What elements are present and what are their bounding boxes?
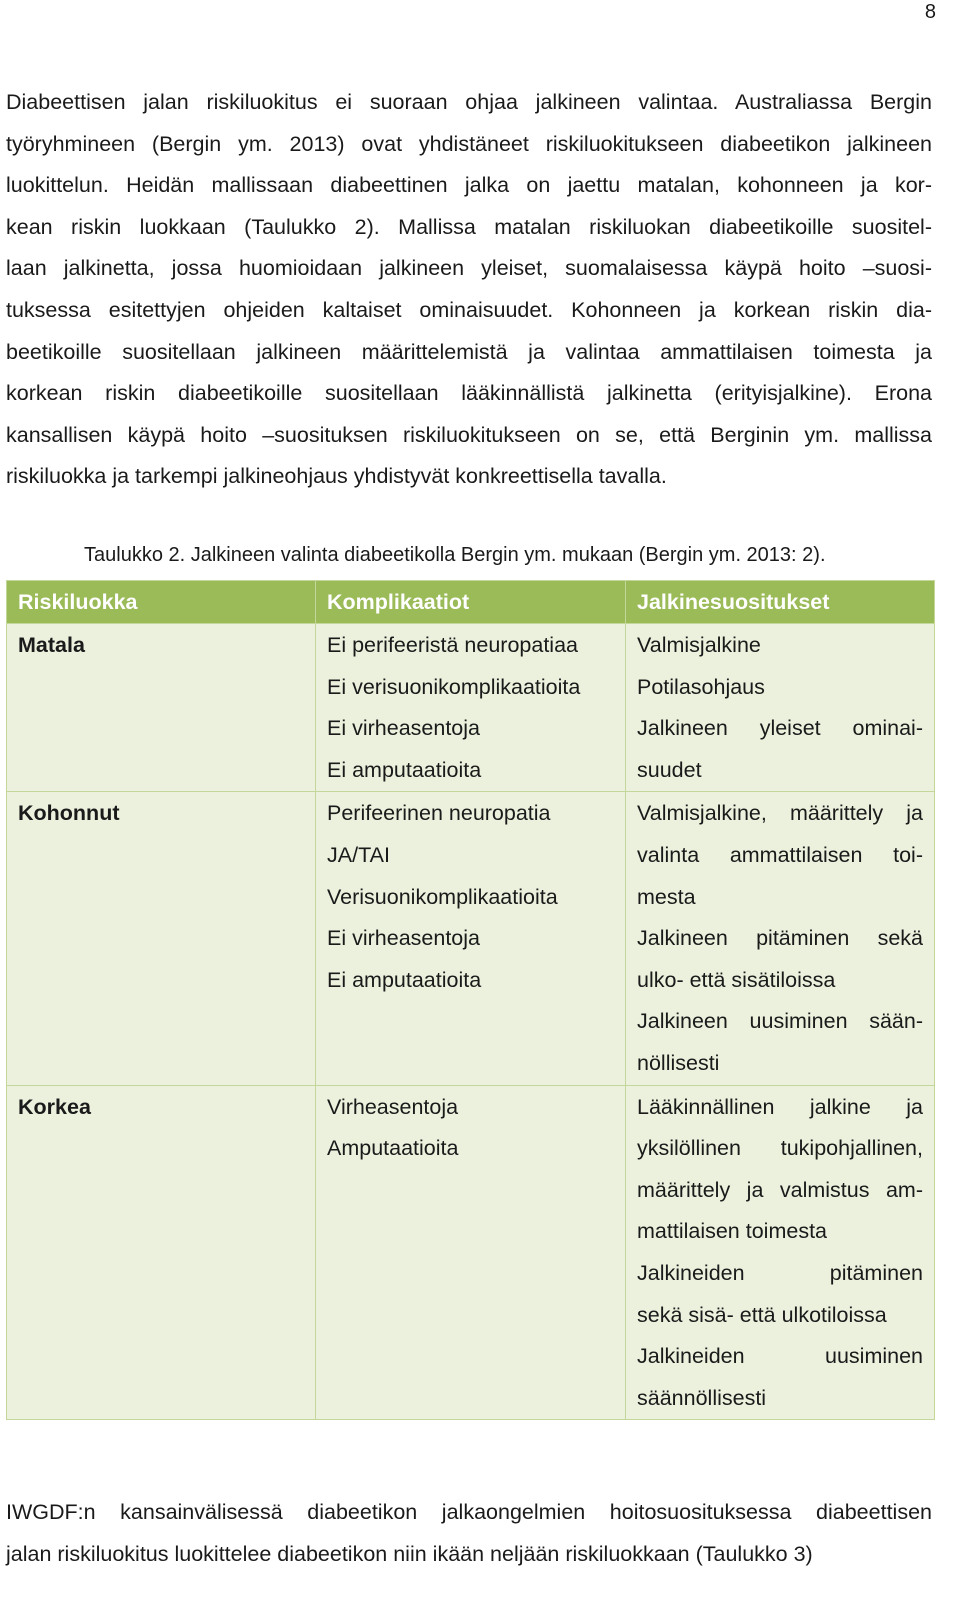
intro-line: Diabeettisen jalan riskiluokitus ei suoraan ohjaa jalkineen valintaa. Australiassa Bergin	[6, 90, 932, 114]
header-recommendations: Jalkinesuositukset	[626, 581, 935, 624]
complication-item: Ei virheasentoja	[327, 716, 480, 741]
risk-classification-table	[6, 580, 935, 1420]
header-complications: Komplikaatiot	[316, 581, 626, 624]
outro-line: IWGDF:n kansainvälisessä diabeetikon jalkaongelmien hoitosuosituksessa diabeettisen	[6, 1500, 932, 1524]
risk-class-cell: Matala	[7, 624, 316, 792]
recommendation-item: yksilöllinen tukipohjallinen,	[637, 1136, 923, 1161]
outro-line: jalan riskiluokitus luokittelee diabeetikon niin ikään neljään riskiluokkaan (Taulukko 3)	[6, 1541, 813, 1566]
recommendation-item: määrittely ja valmistus am-	[637, 1177, 923, 1202]
table-header-row	[7, 581, 935, 624]
complication-item: Ei virheasentoja	[327, 926, 480, 951]
intro-line: riskiluokka ja tarkempi jalkineohjaus yhdistyvät konkreettisella tavalla.	[6, 464, 667, 489]
outro-paragraph	[6, 1492, 932, 1575]
intro-paragraph	[6, 82, 932, 498]
recommendation-item: Jalkineen pitäminen sekä	[637, 926, 923, 951]
intro-line: tuksessa esitettyjen ohjeiden kaltaiset ominaisuudet. Kohonneen ja korkean riskin dia-	[6, 297, 932, 322]
intro-line: korkean riskin diabeetikoille suositellaan lääkinnällistä jalkinetta (erityisjalkine). Erona	[6, 381, 932, 406]
complication-item: Ei amputaatioita	[327, 757, 482, 782]
risk-class-cell: Korkea	[7, 1085, 316, 1420]
risk-class-cell: Kohonnut	[7, 792, 316, 1085]
complications-cell	[316, 1085, 626, 1420]
recommendation-item: Lääkinnällinen jalkine ja	[637, 1094, 923, 1119]
recommendations-cell	[626, 1085, 935, 1420]
row-matala	[7, 624, 935, 792]
complications-cell	[316, 792, 626, 1085]
recommendation-item: nöllisesti	[637, 1050, 720, 1075]
table-caption: Taulukko 2. Jalkineen valinta diabeetikolla Bergin ym. mukaan (Bergin ym. 2013: 2).	[84, 544, 826, 566]
recommendation-item: sekä sisä- että ulkotiloissa	[637, 1302, 887, 1327]
intro-line: luokittelun. Heidän mallissaan diabeettinen jalka on jaettu matalan, kohonneen ja kor-	[6, 173, 932, 198]
intro-line: kean riskin luokkaan (Taulukko 2). Mallissa matalan riskiluokan diabeetikoille suositel-	[6, 214, 932, 239]
complications-cell	[316, 624, 626, 792]
intro-line: kansallisen käypä hoito –suosituksen riskiluokitukseen on se, että Berginin ym. mallissa	[6, 422, 932, 447]
recommendation-item: Jalkineiden pitäminen	[637, 1260, 923, 1285]
page-number: 8	[924, 1, 936, 23]
complication-item: Virheasentoja	[327, 1094, 459, 1119]
header-risk-class: Riskiluokka	[7, 581, 316, 624]
recommendations-cell	[626, 624, 935, 792]
intro-line: beetikoille suositellaan jalkineen määrittelemistä ja valintaa ammattilaisen toimesta ja	[6, 339, 932, 364]
complication-item: Perifeerinen neuropatia	[327, 801, 551, 826]
recommendation-item: Valmisjalkine, määrittely ja	[637, 801, 923, 826]
complication-item: JA/TAI	[327, 842, 390, 867]
complication-item: Ei perifeeristä neuropatiaa	[327, 633, 578, 657]
recommendation-item: säännöllisesti	[637, 1385, 767, 1410]
row-kohonnut	[7, 792, 935, 1085]
complication-item: Amputaatioita	[327, 1136, 459, 1161]
complication-item: Ei verisuonikomplikaatioita	[327, 674, 581, 699]
recommendation-item: Potilasohjaus	[637, 674, 765, 699]
intro-line: laan jalkinetta, jossa huomioidaan jalkineen yleiset, suomalaisessa käypä hoito –suosi-	[6, 256, 932, 281]
recommendations-cell	[626, 792, 935, 1085]
recommendation-item: suudet	[637, 757, 702, 782]
recommendation-item: valinta ammattilaisen toi-	[637, 842, 923, 867]
recommendation-item: Jalkineen uusiminen sään-	[637, 1009, 923, 1034]
recommendation-item: Valmisjalkine	[637, 633, 761, 657]
recommendation-item: mattilaisen toimesta	[637, 1219, 827, 1244]
row-korkea	[7, 1085, 935, 1420]
complication-item: Verisuonikomplikaatioita	[327, 884, 558, 909]
recommendation-item: Jalkineen yleiset ominai-	[637, 716, 923, 741]
recommendation-item: mesta	[637, 884, 696, 909]
recommendation-item: ulko- että sisätiloissa	[637, 967, 836, 992]
intro-line: työryhmineen (Bergin ym. 2013) ovat yhdistäneet riskiluokitukseen diabeetikon jalkineen	[6, 131, 932, 156]
complication-item: Ei amputaatioita	[327, 967, 482, 992]
recommendation-item: Jalkineiden uusiminen	[637, 1344, 923, 1369]
